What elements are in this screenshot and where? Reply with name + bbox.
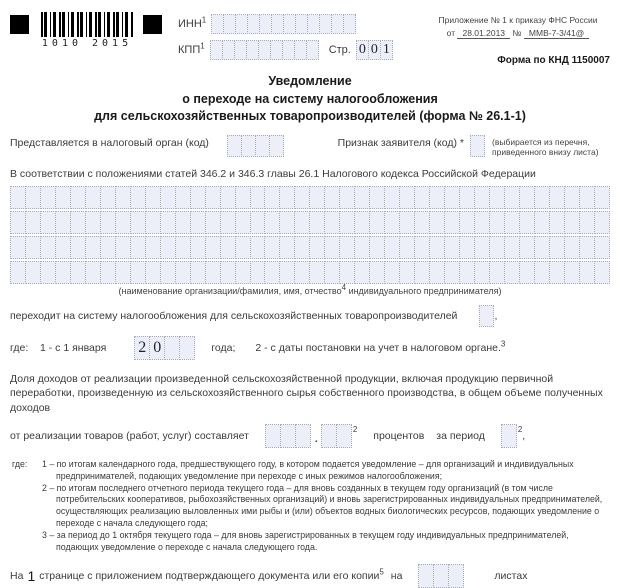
form-cell[interactable] xyxy=(418,564,434,588)
income-share-paragraph: Доля доходов от реализации произведенной сельскохозяйственной продукции, включая продукцию первичной переработки, произведенную из сельскохозяйственного сырья собственного производства, в общем объеме полученных доходов xyxy=(10,372,603,415)
sales-label: от реализации товаров (работ, услуг) составляет xyxy=(10,429,249,442)
form-cell[interactable] xyxy=(269,135,284,157)
form-cell[interactable] xyxy=(369,186,385,209)
form-cell[interactable] xyxy=(474,186,490,209)
form-title xyxy=(10,73,610,126)
form-cell[interactable] xyxy=(175,186,191,209)
form-cell[interactable] xyxy=(264,186,280,209)
footnotes-block xyxy=(10,459,610,554)
form-cell[interactable] xyxy=(265,424,281,448)
form-cell[interactable] xyxy=(343,14,356,34)
form-cell[interactable] xyxy=(294,261,310,284)
year-suffix: года; xyxy=(211,341,236,354)
sheets-count-field[interactable] xyxy=(418,564,464,588)
form-cell[interactable] xyxy=(205,186,221,209)
form-cell[interactable] xyxy=(336,424,352,448)
form-title-line1: Уведомление xyxy=(268,74,352,88)
tax-authority-code-field[interactable] xyxy=(227,135,284,157)
form-cell[interactable] xyxy=(145,211,161,234)
form-cell[interactable] xyxy=(429,236,445,259)
option2-footnote-mark: 3 xyxy=(500,339,506,349)
form-cell[interactable] xyxy=(40,186,56,209)
codes-row xyxy=(10,137,610,158)
form-cell[interactable] xyxy=(250,211,266,234)
form-cell[interactable] xyxy=(264,261,280,284)
footnote-3: 3 – за период до 1 октября текущего года – для вновь зарегистрированных в текущем году индивидуальных предпринимателей, подающих уведомление о переходе с начала следующего года. xyxy=(42,530,569,552)
form-cell[interactable] xyxy=(519,236,535,259)
registration-mark-left xyxy=(10,15,29,34)
form-cell[interactable] xyxy=(429,261,445,284)
form-cell[interactable] xyxy=(594,211,610,234)
form-cell[interactable] xyxy=(115,261,131,284)
form-cell[interactable] xyxy=(264,236,280,259)
period-label: за период xyxy=(436,429,485,442)
form-cell[interactable] xyxy=(85,261,101,284)
form-cell[interactable] xyxy=(324,261,340,284)
transition-options-row xyxy=(10,336,610,360)
footnote-1: 1 – по итогам календарного года, предшествующего году, в котором подается уведомление – для организаций и индивидуальных предпринимателей, подающих уведомление при переходе с иных режимов налогообложения; xyxy=(42,458,574,481)
form-cell[interactable] xyxy=(227,135,242,157)
form-cell[interactable] xyxy=(399,211,415,234)
form-cell[interactable] xyxy=(384,211,400,234)
form-title-line3: для сельскохозяйственных товаропроизводителей (форма № 26.1-1) xyxy=(94,109,526,123)
form-cell[interactable] xyxy=(55,211,71,234)
form-cell[interactable] xyxy=(160,261,176,284)
form-cell[interactable] xyxy=(70,211,86,234)
name-caption-footnote-mark: 4 xyxy=(341,282,347,292)
form-cell[interactable] xyxy=(384,236,400,259)
form-cell[interactable] xyxy=(339,211,355,234)
transition-comma: , xyxy=(494,309,498,322)
form-cell[interactable] xyxy=(205,236,221,259)
form-cell[interactable] xyxy=(164,336,180,360)
form-cell[interactable] xyxy=(309,211,325,234)
form-cell[interactable] xyxy=(501,424,517,448)
appendix-from-label: от xyxy=(446,28,456,38)
form-cell[interactable] xyxy=(279,186,295,209)
appendix-date: 28.01.2013 xyxy=(457,28,510,39)
form-cell[interactable] xyxy=(594,186,610,209)
form-cell[interactable] xyxy=(190,211,206,234)
form-cell[interactable] xyxy=(459,186,475,209)
form-cell[interactable] xyxy=(175,211,191,234)
form-cell[interactable] xyxy=(235,261,251,284)
form-cell[interactable] xyxy=(549,236,565,259)
form-cell[interactable] xyxy=(459,261,475,284)
form-cell[interactable] xyxy=(40,261,56,284)
form-cell[interactable] xyxy=(130,261,146,284)
form-cell[interactable] xyxy=(474,261,490,284)
form-cell[interactable] xyxy=(414,261,430,284)
transition-row xyxy=(10,305,610,327)
knd-form-code: Форма по КНД 1150007 xyxy=(497,55,610,66)
form-cell[interactable] xyxy=(549,261,565,284)
option2-label: 2 - с даты постановки на учет в налоговом органе.$^3$ xyxy=(255,339,506,354)
inn-footnote-mark: 1 xyxy=(201,14,207,24)
applicant-code-field[interactable] xyxy=(470,135,485,157)
form-cell[interactable] xyxy=(399,186,415,209)
form-cell[interactable] xyxy=(130,186,146,209)
form-cell[interactable] xyxy=(564,261,580,284)
form-cell[interactable] xyxy=(321,424,337,448)
na-label: на xyxy=(390,569,403,582)
form-cell[interactable] xyxy=(190,236,206,259)
form-cell[interactable] xyxy=(179,336,195,360)
form-cell[interactable] xyxy=(100,211,116,234)
form-cell[interactable] xyxy=(579,236,595,259)
form-cell[interactable] xyxy=(100,236,116,259)
form-cell[interactable] xyxy=(130,211,146,234)
sheets-label: листах xyxy=(494,569,528,582)
form-cell[interactable] xyxy=(444,261,460,284)
page-count: 1 xyxy=(27,567,36,584)
form-cell[interactable] xyxy=(444,186,460,209)
form-cell[interactable] xyxy=(85,186,101,209)
inn-label: ИНН$^1$ xyxy=(178,14,207,30)
form-cell[interactable] xyxy=(255,135,270,157)
form-cell[interactable] xyxy=(241,135,256,157)
form-cell[interactable] xyxy=(429,211,445,234)
form-cell[interactable] xyxy=(10,186,26,209)
page-label: Стр. xyxy=(328,43,351,56)
attachment-row xyxy=(10,564,610,588)
form-cell[interactable] xyxy=(279,211,295,234)
form-cell[interactable] xyxy=(519,186,535,209)
where-label: где: xyxy=(10,341,29,354)
form-cell[interactable] xyxy=(354,186,370,209)
form-cell[interactable] xyxy=(205,261,221,284)
form-cell[interactable] xyxy=(324,211,340,234)
form-cell[interactable] xyxy=(55,186,71,209)
form-cell[interactable] xyxy=(250,261,266,284)
footnotes-where-label: где: xyxy=(12,458,28,469)
form-cell[interactable] xyxy=(429,186,445,209)
form-cell[interactable] xyxy=(384,261,400,284)
form-cell[interactable]: 2 xyxy=(134,336,150,360)
form-cell[interactable] xyxy=(354,236,370,259)
period-footnote-mark: 2 xyxy=(517,425,523,435)
form-cell[interactable] xyxy=(220,211,236,234)
form-cell[interactable] xyxy=(594,261,610,284)
form-cell[interactable] xyxy=(306,40,319,60)
form-cell[interactable] xyxy=(85,211,101,234)
form-cell[interactable] xyxy=(534,211,550,234)
form-cell[interactable] xyxy=(85,236,101,259)
form-cell[interactable] xyxy=(354,211,370,234)
form-cell[interactable] xyxy=(220,236,236,259)
form-cell[interactable] xyxy=(339,236,355,259)
form-cell[interactable]: 0 xyxy=(356,40,369,60)
name-field-row-1[interactable] xyxy=(10,186,610,209)
form-cell[interactable] xyxy=(25,186,41,209)
form-cell[interactable] xyxy=(564,186,580,209)
form-cell[interactable] xyxy=(294,186,310,209)
name-field-row-3[interactable] xyxy=(10,236,610,259)
form-cell[interactable] xyxy=(25,211,41,234)
form-cell[interactable] xyxy=(444,211,460,234)
registration-mark-right xyxy=(143,15,162,34)
form-cell[interactable] xyxy=(489,211,505,234)
form-cell[interactable] xyxy=(433,564,449,588)
inn-kpp-block xyxy=(178,12,393,64)
form-cell[interactable] xyxy=(534,186,550,209)
form-cell[interactable] xyxy=(294,236,310,259)
form-cell[interactable] xyxy=(519,211,535,234)
option1-label: 1 - с 1 января xyxy=(40,341,107,354)
form-cell[interactable] xyxy=(10,211,26,234)
form-header xyxy=(10,12,610,66)
year-field[interactable] xyxy=(134,336,195,360)
form-cell[interactable] xyxy=(414,211,430,234)
form-cell[interactable] xyxy=(309,261,325,284)
form-cell[interactable] xyxy=(235,186,251,209)
form-cell[interactable] xyxy=(10,236,26,259)
percent-integer-field[interactable] xyxy=(265,424,311,448)
form-cell[interactable] xyxy=(369,211,385,234)
form-cell[interactable] xyxy=(414,236,430,259)
name-field-row-4[interactable] xyxy=(10,261,610,284)
form-cell[interactable] xyxy=(504,236,520,259)
form-cell[interactable] xyxy=(489,186,505,209)
form-cell[interactable] xyxy=(115,211,131,234)
applicant-code-note: (выбирается из перечня, приведенного внизу листа) xyxy=(492,136,599,158)
form-cell[interactable] xyxy=(369,236,385,259)
form-cell[interactable] xyxy=(474,211,490,234)
form-cell[interactable] xyxy=(235,211,251,234)
form-cell[interactable] xyxy=(448,564,464,588)
form-cell[interactable] xyxy=(399,236,415,259)
form-cell[interactable] xyxy=(459,211,475,234)
barcode-digits: 1010 2015 xyxy=(41,38,133,49)
form-cell[interactable] xyxy=(25,261,41,284)
form-cell[interactable] xyxy=(479,305,494,327)
attachment-text: странице с приложением подтверждающего документа или его копии$^5$ xyxy=(39,567,384,582)
form-cell[interactable] xyxy=(25,236,41,259)
form-cell[interactable] xyxy=(309,186,325,209)
form-cell[interactable] xyxy=(10,261,26,284)
form-cell[interactable] xyxy=(295,424,311,448)
period-code-field[interactable] xyxy=(501,424,517,448)
form-cell[interactable] xyxy=(414,186,430,209)
kpp-footnote-mark: 1 xyxy=(200,40,205,50)
form-cell[interactable] xyxy=(504,211,520,234)
form-cell[interactable] xyxy=(175,236,191,259)
form-cell[interactable] xyxy=(100,186,116,209)
form-cell[interactable] xyxy=(115,236,131,259)
form-cell[interactable] xyxy=(579,261,595,284)
form-cell[interactable] xyxy=(55,261,71,284)
percent-fraction-field[interactable] xyxy=(321,424,352,448)
form-cell[interactable] xyxy=(309,236,325,259)
form-cell[interactable] xyxy=(70,186,86,209)
barcode-block xyxy=(41,12,133,49)
name-field-row-2[interactable] xyxy=(10,211,610,234)
percent-footnote-mark: 2 xyxy=(352,425,358,435)
form-cell[interactable] xyxy=(534,261,550,284)
form-cell[interactable] xyxy=(354,261,370,284)
form-cell[interactable] xyxy=(250,186,266,209)
form-cell[interactable] xyxy=(280,424,296,448)
form-cell[interactable] xyxy=(100,261,116,284)
form-cell[interactable]: 1 xyxy=(380,40,393,60)
decimal-point: . xyxy=(314,432,318,445)
appendix-line1: Приложение № 1 к приказу ФНС России xyxy=(438,15,598,25)
form-cell[interactable] xyxy=(549,211,565,234)
form-cell[interactable] xyxy=(250,236,266,259)
form-cell[interactable] xyxy=(145,236,161,259)
form-cell[interactable] xyxy=(264,211,280,234)
footnotes-list xyxy=(42,459,610,554)
form-cell[interactable]: 0 xyxy=(368,40,381,60)
form-cell[interactable]: 0 xyxy=(149,336,165,360)
percents-label: процентов xyxy=(373,429,425,442)
form-cell[interactable] xyxy=(579,186,595,209)
form-cell[interactable] xyxy=(579,211,595,234)
form-cell[interactable] xyxy=(70,236,86,259)
form-cell[interactable] xyxy=(235,236,251,259)
form-cell[interactable] xyxy=(294,211,310,234)
form-cell[interactable] xyxy=(399,261,415,284)
form-cell[interactable] xyxy=(324,186,340,209)
period-comma: , xyxy=(522,429,526,442)
appendix-order-number: ММВ-7-3/41@ xyxy=(524,28,589,39)
form-cell[interactable] xyxy=(339,261,355,284)
form-cell[interactable] xyxy=(339,186,355,209)
form-cell[interactable] xyxy=(324,236,340,259)
transition-code-field[interactable] xyxy=(479,305,494,327)
form-cell[interactable] xyxy=(205,211,221,234)
form-cell[interactable] xyxy=(70,261,86,284)
organization-name-field xyxy=(10,186,610,284)
form-cell[interactable] xyxy=(145,186,161,209)
name-caption: (наименование организации/фамилия, имя, отчество$^4$ индивидуального предпринимателя) xyxy=(118,282,502,296)
form-cell[interactable] xyxy=(470,135,485,157)
page-number-field[interactable] xyxy=(356,40,393,60)
form-cell[interactable] xyxy=(489,236,505,259)
form-cell[interactable] xyxy=(279,261,295,284)
form-cell[interactable] xyxy=(145,261,161,284)
form-title-line2: о переходе на систему налогообложения xyxy=(182,91,438,106)
inn-field[interactable] xyxy=(211,14,356,34)
form-cell[interactable] xyxy=(504,186,520,209)
form-cell[interactable] xyxy=(564,211,580,234)
form-cell[interactable] xyxy=(190,186,206,209)
copy-footnote-mark: 5 xyxy=(379,567,384,577)
form-cell[interactable] xyxy=(160,236,176,259)
applicant-code-block xyxy=(338,137,610,158)
tax-authority-label: Представляется в налоговый орган (код) xyxy=(10,136,209,149)
form-cell[interactable] xyxy=(175,261,191,284)
form-cell[interactable] xyxy=(55,236,71,259)
form-cell[interactable] xyxy=(549,186,565,209)
form-cell[interactable] xyxy=(220,261,236,284)
form-cell[interactable] xyxy=(40,236,56,259)
on-label: На xyxy=(10,569,24,582)
appendix-no-label: № xyxy=(512,28,522,38)
form-cell[interactable] xyxy=(190,261,206,284)
form-cell[interactable] xyxy=(519,261,535,284)
form-cell[interactable] xyxy=(594,236,610,259)
form-cell[interactable] xyxy=(160,211,176,234)
form-cell[interactable] xyxy=(564,236,580,259)
form-cell[interactable] xyxy=(489,261,505,284)
kpp-field[interactable] xyxy=(210,40,319,60)
footnote-2: 2 – по итогам последнего отчетного периода текущего года – для вновь созданных в текущем году организаций (в том числе потребительских кооперативов, рыбохозяйственных организаций) и вновь зарегистрированных индивидуальных предпринимателей, осуществляющих реализацию выловленных ими рыбы и (или) объектов водных биологических ресурсов, подающих уведомление о переходе с начала следующего года; xyxy=(42,482,603,529)
form-cell[interactable] xyxy=(160,186,176,209)
form-cell[interactable] xyxy=(115,186,131,209)
form-cell[interactable] xyxy=(459,236,475,259)
form-cell[interactable] xyxy=(220,186,236,209)
form-cell[interactable] xyxy=(369,261,385,284)
kpp-label: КПП$^1$ xyxy=(178,40,205,56)
applicant-code-label: Признак заявителя (код) * xyxy=(337,136,464,149)
form-cell[interactable] xyxy=(534,236,550,259)
form-cell[interactable] xyxy=(384,186,400,209)
form-cell[interactable] xyxy=(444,236,460,259)
form-cell[interactable] xyxy=(504,261,520,284)
form-cell[interactable] xyxy=(474,236,490,259)
form-cell[interactable] xyxy=(279,236,295,259)
accordance-text: В соответствии с положениями статей 346.2 и 346.3 главы 26.1 Налогового кодекса Российской Федерации xyxy=(10,167,536,180)
form-cell[interactable] xyxy=(40,211,56,234)
percent-row xyxy=(10,424,610,448)
barcode xyxy=(41,12,133,37)
transition-text: переходит на систему налогообложения для сельскохозяйственных товаропроизводителей xyxy=(10,309,458,322)
form-cell[interactable] xyxy=(130,236,146,259)
appendix-note xyxy=(426,12,610,66)
